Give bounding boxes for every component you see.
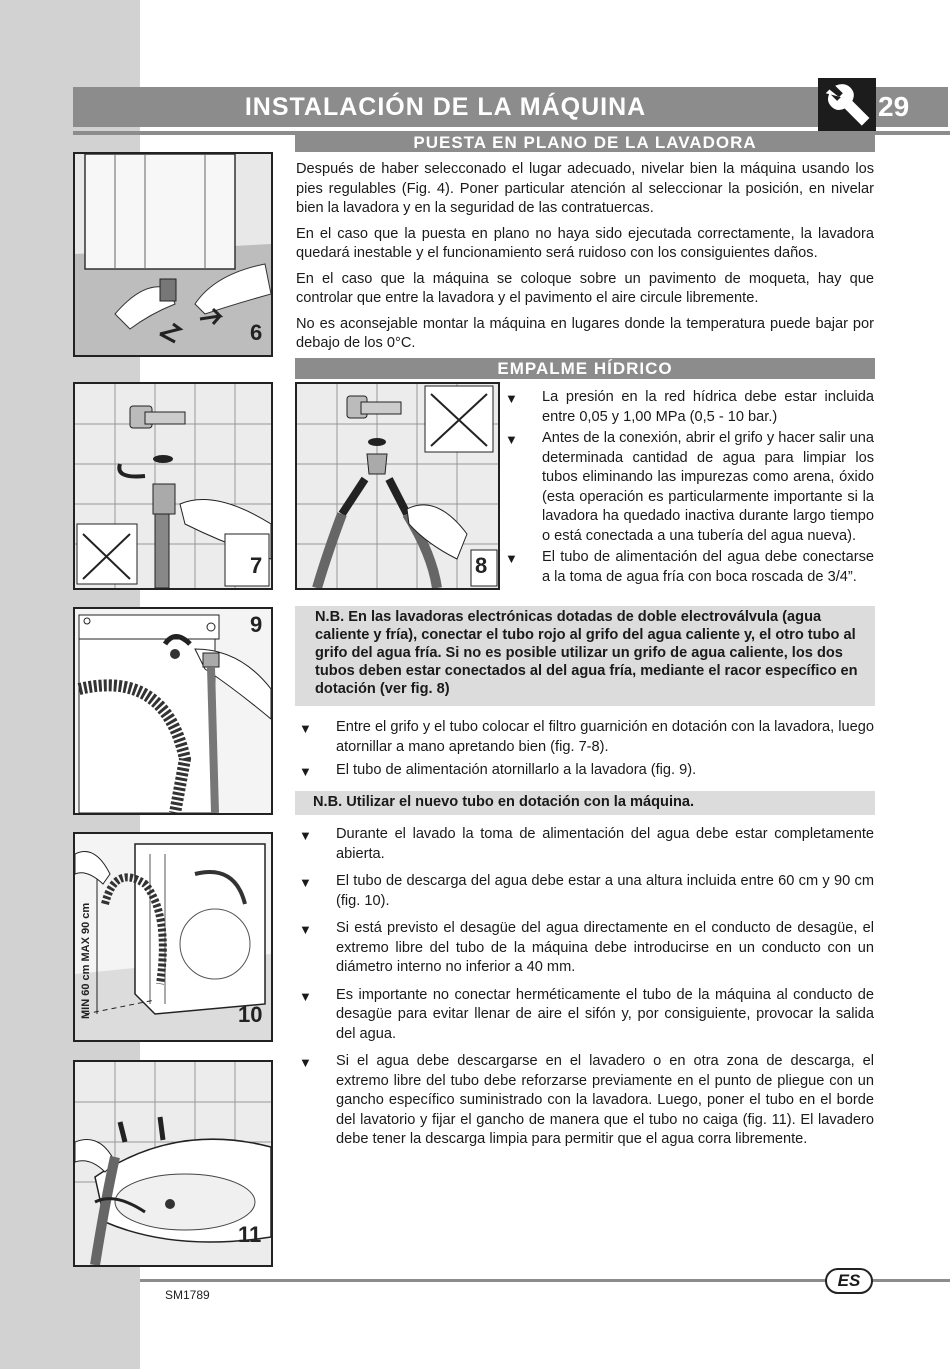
list-item: ▼ El tubo de descarga del agua debe estar a una altura incluida entre 60 cm y 90 cm (fig. 10). [299,873,874,909]
water-bullets-mid [296,718,874,781]
leveling-paragraph-4: No es aconsejable montar la máquina en lugares donde la temperatura puede bajar por debajo de los 0°C. [296,315,874,351]
list-item: ▼ Antes de la conexión, abrir el grifo y hacer salir una determinada cantidad de agua para limpiar los tubos eliminando las impurezas como arena, óxido (esta operación es particularmente importante si la lavadora ha quedado inactiva durante largo tiempo o está conectada a una tubería del agua nueva). [505,430,874,544]
figure-11-number: 11 [238,1222,262,1247]
section-heading-leveling: PUESTA EN PLANO DE LA LAVADORA [295,134,875,152]
list-item: ▼ La presión en la red hídrica debe estar incluida entre 0,05 y 1,00 MPa (0,5 - 10 bar.) [505,389,874,425]
page-title: INSTALACIÓN DE LA MÁQUINA [73,87,818,127]
figure-9-number: 9 [250,612,263,637]
figure-8-number: 8 [475,553,488,578]
leveling-paragraph-2: En el caso que la puesta en plano no haya sido ejecutada correctamente, la lavadora quedará inestable y el funcionamiento será ruidoso con los consiguientes daños. [296,225,874,261]
bullet-triangle-icon: ▼ [505,551,518,566]
document-code: SM1789 [165,1288,210,1302]
note-new-hose: N.B. Utilizar el nuevo tubo en dotación con la máquina. [295,791,875,815]
bullet-triangle-icon: ▼ [299,828,312,843]
language-badge: ES [825,1268,873,1294]
note-dual-valve: N.B. En las lavadoras electrónicas dotadas de doble electroválvula (agua caliente y fría), conectar el tubo rojo al grifo del agua caliente y, el otro tubo al grifo del agua fría. Si no es posible utilizar un grifo de agua caliente, los dos tubos deben estar conectados al del agua fría, mediante el racor específico en dotación (ver fig. 8) [295,606,875,706]
water-bullets-bottom [296,825,874,1150]
figure-6 [73,152,273,357]
list-item: ▼ Si está previsto el desagüe del agua directamente en el conducto de desagüe, el extremo libre del tubo de la máquina debe introducirse en un conducto con un diámetro interno no inferior a 40 mm. [299,920,874,975]
figure-7-number: 7 [250,553,263,578]
section-heading-water: EMPALME HÍDRICO [295,358,875,379]
bullet-triangle-icon: ▼ [299,764,312,779]
list-item: ▼ El tubo de alimentación atornillarlo a la lavadora (fig. 9). [296,761,874,781]
figure-7 [73,382,273,590]
list-item: ▼ Durante el lavado la toma de alimentación del agua debe estar completamente abierta. [299,826,874,862]
fig10-height-label: MIN 60 cm MAX 90 cm [80,902,92,1019]
water-bullets-top [502,388,874,587]
figure-9 [73,607,273,815]
bullet-triangle-icon: ▼ [299,1055,312,1070]
leveling-paragraph-3: En el caso que la máquina se coloque sobre un pavimento de moqueta, hay que controlar que entre la lavadora y el pavimento el aire circule libremente. [296,270,874,306]
wrench-icon [818,78,876,134]
section-leveling-body [296,160,874,354]
figure-10-number: 10 [238,1002,263,1027]
figure-6-number: 6 [250,320,263,345]
page-number: 29 [876,87,948,127]
bullet-triangle-icon: ▼ [299,721,312,736]
list-item: ▼ Es importante no conectar herméticamente el tubo de la máquina al conducto de desagüe para evitar llenar de aire el sifón y, por consiguiente, provocar la salida del agua. [299,986,874,1042]
list-item: ▼ Entre el grifo y el tubo colocar el filtro guarnición en dotación con la lavadora, luego atornillar a mano apretando bien (fig. 7-8). [299,719,874,755]
list-item: ▼ Si el agua debe descargarse en el lavadero o en otra zona de descarga, el extremo libre del tubo debe reforzarse previamente en el punto de pliegue con un gancho específico suministrado con la lavadora. Luego, poner el tubo en el borde del lavatorio y fijar el gancho de manera que el tubo no caiga (fig. 11). El lavadero debe tener la descarga limpia para permitir que el agua corra libremente. [299,1053,874,1147]
bullet-triangle-icon: ▼ [299,988,312,1004]
figure-8 [295,382,500,590]
leveling-paragraph-1: Después de haber selecconado el lugar adecuado, nivelar bien la máquina usando los pies regulables (Fig. 4). Poner particular atención al seleccionar la posición, en nivelar bien la lavadora y en la seguridad de las contratuercas. [296,161,874,216]
bullet-triangle-icon: ▼ [505,391,518,406]
bullet-triangle-icon: ▼ [299,922,312,937]
list-item: ▼ El tubo de alimentación del agua debe conectarse a la toma de agua fría con boca roscada de 3/4”. [505,549,874,585]
bullet-triangle-icon: ▼ [299,875,312,890]
bullet-triangle-icon: ▼ [505,432,518,447]
